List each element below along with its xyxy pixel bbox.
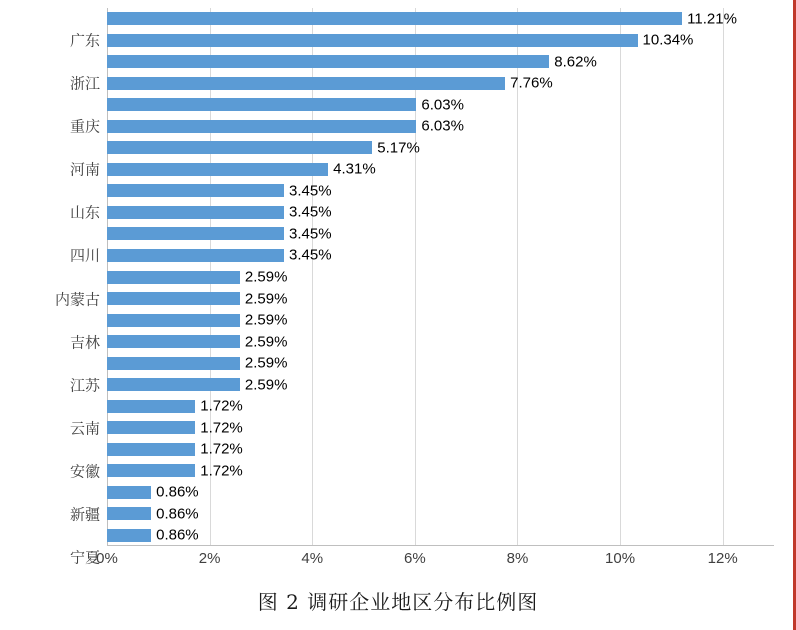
bar-value-label: 6.03% bbox=[421, 96, 464, 114]
bar-value-label: 2.59% bbox=[244, 333, 288, 351]
bar-row bbox=[107, 160, 774, 178]
category-label: 安徽 bbox=[69, 463, 100, 481]
bar-value-label: 3.45% bbox=[289, 246, 332, 264]
category-label: 宁夏 bbox=[69, 549, 100, 567]
bar bbox=[107, 55, 549, 68]
plot-area bbox=[107, 8, 774, 546]
bar-value-label: 0.86% bbox=[156, 526, 199, 544]
category-label: 新疆 bbox=[69, 506, 100, 524]
bar-row bbox=[107, 246, 774, 264]
bar-row bbox=[107, 440, 774, 458]
bar-value-label: 1.72% bbox=[200, 462, 243, 480]
category-label: 云南 bbox=[69, 420, 100, 438]
bar-value-label: 1.72% bbox=[200, 397, 243, 415]
bar bbox=[107, 249, 284, 262]
bar bbox=[107, 378, 240, 391]
bar bbox=[107, 98, 416, 111]
bar bbox=[107, 12, 682, 25]
x-tick-label: 4% bbox=[301, 550, 324, 567]
category-label: 浙江 bbox=[69, 75, 100, 93]
category-label: 重庆 bbox=[69, 118, 100, 136]
bar-value-label: 0.86% bbox=[156, 505, 199, 523]
bar-value-label: 2.59% bbox=[244, 311, 288, 329]
bar-row bbox=[107, 182, 774, 200]
bar-row bbox=[107, 333, 774, 351]
bar bbox=[107, 335, 240, 348]
bar-value-label: 11.21% bbox=[687, 10, 737, 28]
bar-value-label: 7.76% bbox=[510, 74, 553, 92]
bar bbox=[107, 206, 284, 219]
bar-value-label: 0.86% bbox=[156, 483, 199, 501]
category-label: 四川 bbox=[69, 247, 100, 265]
category-label: 吉林 bbox=[69, 334, 100, 352]
bar-value-label: 5.17% bbox=[377, 139, 420, 157]
bar bbox=[107, 507, 151, 520]
bar-row bbox=[107, 53, 774, 71]
bar bbox=[107, 400, 195, 413]
bar bbox=[107, 443, 195, 456]
bar-row bbox=[107, 290, 774, 308]
bar-value-label: 3.45% bbox=[289, 203, 332, 221]
bar-value-label: 8.62% bbox=[554, 53, 597, 71]
bar-row bbox=[107, 203, 774, 221]
category-axis-labels bbox=[0, 8, 107, 567]
x-tick-label: 0% bbox=[96, 550, 118, 567]
bar bbox=[107, 292, 240, 305]
bar-row bbox=[107, 419, 774, 437]
bar bbox=[107, 271, 240, 284]
bar-row bbox=[107, 397, 774, 415]
category-label: 江苏 bbox=[69, 377, 100, 395]
x-tick-label: 12% bbox=[707, 550, 738, 567]
x-tick-label: 10% bbox=[605, 550, 636, 567]
bar bbox=[107, 120, 416, 133]
bar bbox=[107, 529, 151, 542]
bar-row bbox=[107, 31, 774, 49]
bar-row bbox=[107, 354, 774, 372]
bar-value-label: 2.59% bbox=[244, 376, 288, 394]
bar bbox=[107, 34, 638, 47]
bar-value-label: 2.59% bbox=[244, 290, 288, 308]
x-tick-label: 8% bbox=[506, 550, 529, 567]
bar bbox=[107, 486, 151, 499]
bar-value-label: 1.72% bbox=[200, 440, 243, 458]
bar-value-label: 2.59% bbox=[244, 268, 288, 286]
bar-value-label: 4.31% bbox=[333, 160, 376, 178]
bar-row bbox=[107, 376, 774, 394]
bar-row bbox=[107, 74, 774, 92]
bar bbox=[107, 227, 284, 240]
bar-row bbox=[107, 225, 774, 243]
bar-row bbox=[107, 311, 774, 329]
bars bbox=[107, 8, 774, 546]
x-axis-tick-labels bbox=[96, 546, 774, 574]
bar bbox=[107, 357, 240, 370]
bar-row bbox=[107, 462, 774, 480]
bar-value-label: 6.03% bbox=[421, 117, 464, 135]
bar-row bbox=[107, 117, 774, 135]
category-label: 广东 bbox=[69, 32, 100, 50]
bar bbox=[107, 163, 328, 176]
x-tick-label: 2% bbox=[198, 550, 221, 567]
bar-value-label: 2.59% bbox=[244, 354, 288, 372]
bar bbox=[107, 184, 284, 197]
bar-row bbox=[107, 10, 774, 28]
bar-row bbox=[107, 483, 774, 501]
bar-value-label: 3.45% bbox=[289, 182, 332, 200]
bar-row bbox=[107, 268, 774, 286]
category-label: 内蒙古 bbox=[54, 291, 100, 309]
bar-row bbox=[107, 505, 774, 523]
category-label: 河南 bbox=[69, 161, 100, 179]
bar-value-label: 1.72% bbox=[200, 419, 243, 437]
bar-row bbox=[107, 526, 774, 544]
category-label: 山东 bbox=[69, 204, 100, 222]
bar bbox=[107, 141, 372, 154]
bar-row bbox=[107, 139, 774, 157]
bar-value-label: 3.45% bbox=[289, 225, 332, 243]
bar-value-label: 10.34% bbox=[642, 31, 694, 49]
figure-caption: 图 2 调研企业地区分布比例图 bbox=[257, 590, 539, 614]
bar bbox=[107, 314, 240, 327]
bar bbox=[107, 77, 505, 90]
bar bbox=[107, 464, 195, 477]
bar bbox=[107, 421, 195, 434]
bar-row bbox=[107, 96, 774, 114]
x-tick-label: 6% bbox=[404, 550, 426, 567]
